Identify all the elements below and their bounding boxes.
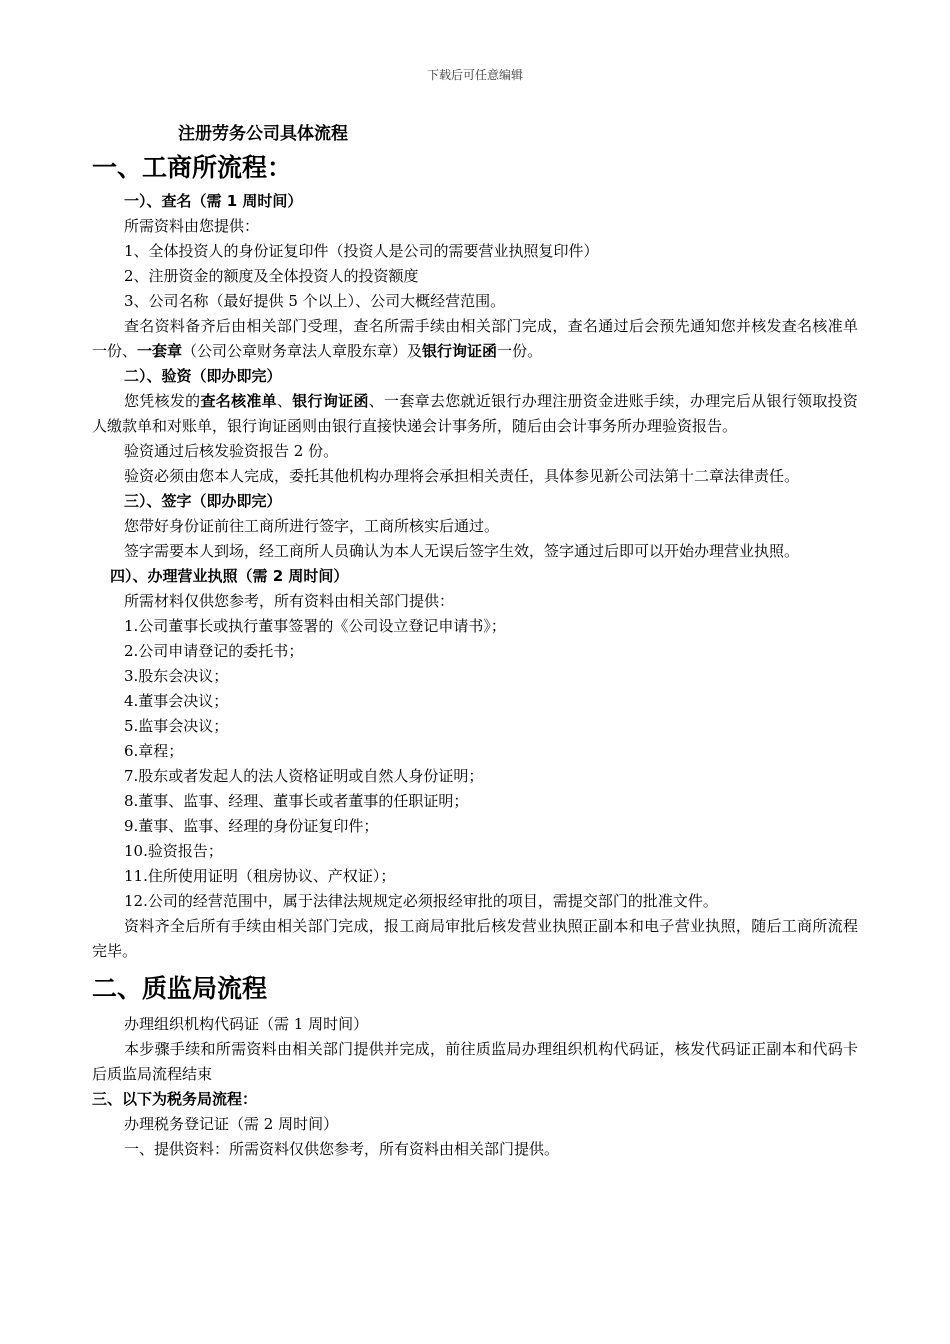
step1-intro: 所需资料由您提供： [124,217,260,235]
step2-paragraph: 您凭核发的查名核准单、银行询证函、一套章去您就近银行办理注册资金进账手续，办理完后从银行领取投资人缴款单和对账单，银行询证函则由银行直接快递会计事务所，随后由会计事务所办理验资报告。 [92,392,858,435]
step1-item: 3、公司名称（最好提供 5 个以上）、公司大概经营范围。 [124,292,506,310]
step3-paragraph: 您带好身份证前往工商所进行签字，工商所核实后通过。 [124,517,500,535]
step3-heading: 三）、签字（即办即完） [124,492,282,510]
step4-item: 1.公司董事长或执行董事签署的《公司设立登记申请书》； [124,617,506,635]
step4-item: 9.董事、监事、经理的身份证复印件； [124,817,379,835]
document-body [92,121,858,1162]
step3-paragraph: 签字需要本人到场，经工商所人员确认为本人无误后签字生效，签字通过后即可以开始办理营业执照。 [124,542,800,560]
step4-item: 3.股东会决议； [124,667,229,685]
section3-paragraph: 一、提供资料：所需资料仅供您参考，所有资料由相关部门提供。 [124,1140,560,1158]
step2-heading: 二）、验资（即办即完） [124,367,282,385]
section2-paragraph: 办理组织机构代码证（需 1 周时间） [124,1015,369,1033]
step4-item: 4.董事会决议； [124,692,229,710]
step4-item: 12.公司的经营范围中，属于法律法规规定必须报经审批的项目，需提交部门的批准文件。 [124,892,718,910]
section2-heading: 二、质监局流程 [92,974,268,1003]
step1-item: 2、注册资金的额度及全体投资人的投资额度 [124,267,419,285]
step4-item: 6.章程； [124,742,184,760]
header-note: 下载后可任意编辑 [426,68,523,82]
section3-paragraph: 办理税务登记证（需 2 周时间） [124,1115,339,1133]
step4-closing: 资料齐全后所有手续由相关部门完成，报工商局审批后核发营业执照正副本和电子营业执照，随后工商所流程完毕。 [92,917,858,960]
step4-item: 11.住所使用证明（租房协议、产权证）； [124,867,396,885]
step1-paragraph: 查名资料备齐后由相关部门受理，查名所需手续由相关部门完成，查名通过后会预先通知您并核发查名核准单一份、一套章（公司公章财务章法人章股东章）及银行询证函一份。 [92,317,858,360]
step4-item: 2.公司申请登记的委托书； [124,642,304,660]
step4-item: 10.验资报告； [124,842,223,860]
step4-intro: 所需材料仅供您参考，所有资料由相关部门提供： [124,592,455,610]
step4-item: 5.监事会决议； [124,717,229,735]
step2-paragraph: 验资通过后核发验资报告 2 份。 [124,442,339,460]
step1-heading: 一）、查名（需 1 周时间） [124,192,303,210]
step4-item: 8.董事、监事、经理、董事长或者董事的任职证明； [124,792,469,810]
document-title: 注册劳务公司具体流程 [178,124,348,144]
section1-heading: 一、工商所流程： [92,153,293,182]
step4-heading: 四）、办理营业执照（需 2 周时间） [110,567,349,585]
step4-item: 7.股东或者发起人的法人资格证明或自然人身份证明； [124,767,484,785]
step1-item: 1、全体投资人的身份证复印件（投资人是公司的需要营业执照复印件） [124,242,599,260]
step2-paragraph: 验资必须由您本人完成，委托其他机构办理将会承担相关责任，具体参见新公司法第十二章法律责任。 [124,467,800,485]
section2-paragraph: 本步骤手续和所需资料由相关部门提供并完成，前往质监局办理组织机构代码证，核发代码证正副本和代码卡后质监局流程结束 [92,1040,858,1083]
section3-heading: 三、以下为税务局流程： [92,1090,258,1108]
